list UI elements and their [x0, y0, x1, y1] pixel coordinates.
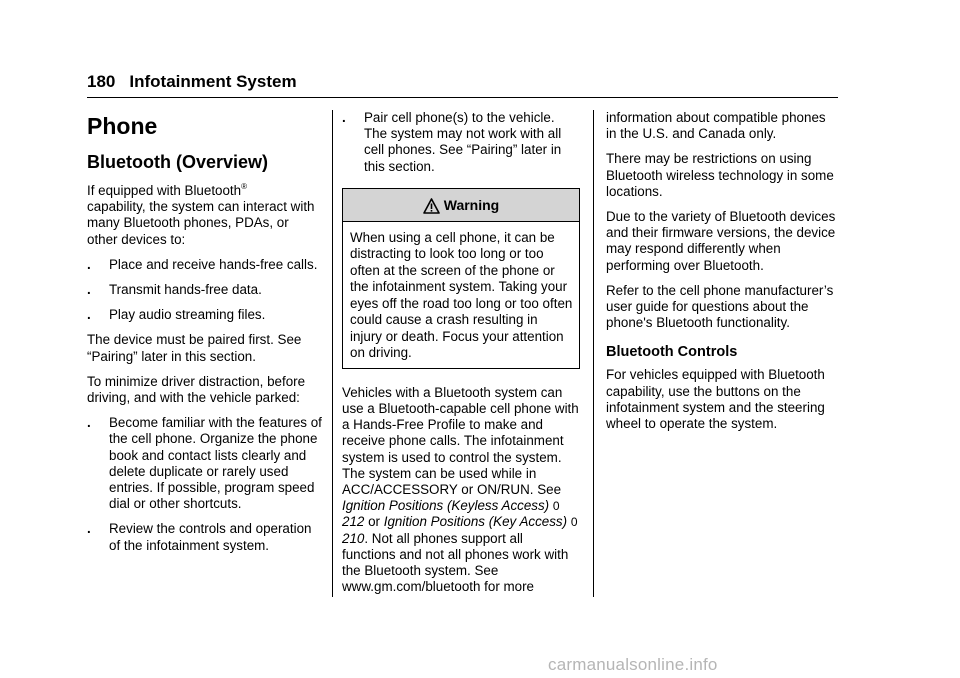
xref-page-212: 212 — [342, 514, 365, 530]
column-3 — [606, 110, 838, 441]
page-title: Phone — [87, 113, 158, 139]
page-number: 180 — [87, 72, 116, 91]
registered-mark: ® — [241, 182, 248, 191]
column-divider — [332, 110, 333, 597]
page-ref-arrow-icon: 0 — [552, 499, 560, 514]
column-1 — [87, 110, 322, 563]
xref-page-210: 210 — [342, 530, 365, 546]
restrictions-paragraph: There may be restrictions on using Bluetooth wireless technology in some locations. — [606, 151, 834, 199]
warning-header — [343, 189, 579, 222]
paired-paragraph: The device must be paired first. See “Pairing” later in this section. — [87, 332, 302, 364]
section-heading-bluetooth-overview: Bluetooth (Overview) — [87, 152, 269, 172]
list-item: . Pair cell phone(s) to the vehicle. The system may not work with all cell phones. See “Pairing” later in this section. — [342, 110, 562, 174]
list-item: . Play audio streaming files. — [87, 307, 266, 323]
watermark: carmanualsonline.info — [548, 655, 718, 674]
list-item: . Place and receive hands-free calls. — [87, 256, 318, 272]
bullet-icon: . — [87, 521, 91, 537]
column-2 — [342, 110, 580, 604]
column-divider — [593, 110, 594, 597]
bullet-icon: . — [342, 110, 346, 125]
list-item: . Become familiar with the features of the cell phone. Organize the phone book and contact lists clearly and delete duplicate or rarely used entries. If possible, program speed dial or other shortcuts. — [87, 415, 322, 512]
section-title: Infotainment System — [129, 72, 297, 91]
bullet-icon: . — [87, 415, 91, 431]
page-ref-arrow-icon: 0 — [570, 515, 578, 530]
header-rule — [87, 97, 838, 98]
variety-paragraph: Due to the variety of Bluetooth devices and their firmware versions, the device may respond differently when performing over Bluetooth. — [606, 209, 836, 273]
bullet-icon: . — [87, 282, 91, 298]
refer-paragraph: Refer to the cell phone manufacturer’s user guide for questions about the phone's Bluetooth functionality. — [606, 282, 834, 331]
section-heading-bluetooth-controls: Bluetooth Controls — [606, 344, 738, 361]
list-item: . Transmit hands-free data. — [87, 282, 262, 298]
warning-title: Warning — [443, 196, 500, 213]
list-item: . Review the controls and operation of the infotainment system. — [87, 521, 312, 553]
page-header — [87, 72, 838, 92]
continued-paragraph: information about compatible phones in the U.S. and Canada only. — [606, 110, 826, 142]
bullet-icon: . — [87, 307, 91, 323]
warning-box — [342, 188, 580, 369]
warning-triangle-icon — [423, 198, 440, 214]
warning-text: When using a cell phone, it can be distracting to look too long or too often at the screen of the phone or the infotainment system. Taking your eyes off the road too long or too often could cause a crash resulting in injury or death. Focus your attention on driving. — [350, 229, 573, 361]
intro-paragraph: If equipped with Bluetooth® capability, the system can interact with many Bluetooth phones, PDAs, or other devices to: — [87, 182, 315, 247]
vehicles-paragraph: Vehicles with a Bluetooth system can use a Bluetooth-capable cell phone with a Hands-Free Profile to make and receive phone calls. The infotainment system is used to control the system. The system can be used while in ACC/ACCESSORY or ON/RUN. See Ignition Positions (Keyless Access) 0 212 or Ignition Positions (Key Access) 0 210. Not all phones support all functions and not all phones work with the Bluetooth system. See www.gm.com/bluetooth for more — [342, 384, 579, 595]
bullet-icon: . — [87, 256, 91, 272]
xref-keyless-access: Ignition Positions (Keyless Access) — [342, 498, 550, 514]
controls-paragraph: For vehicles equipped with Bluetooth capability, use the buttons on the infotainment system and the steering wheel to operate the system. — [606, 367, 825, 432]
xref-key-access: Ignition Positions (Key Access) — [383, 514, 568, 530]
minimize-paragraph: To minimize driver distraction, before driving, and with the vehicle parked: — [87, 373, 306, 406]
